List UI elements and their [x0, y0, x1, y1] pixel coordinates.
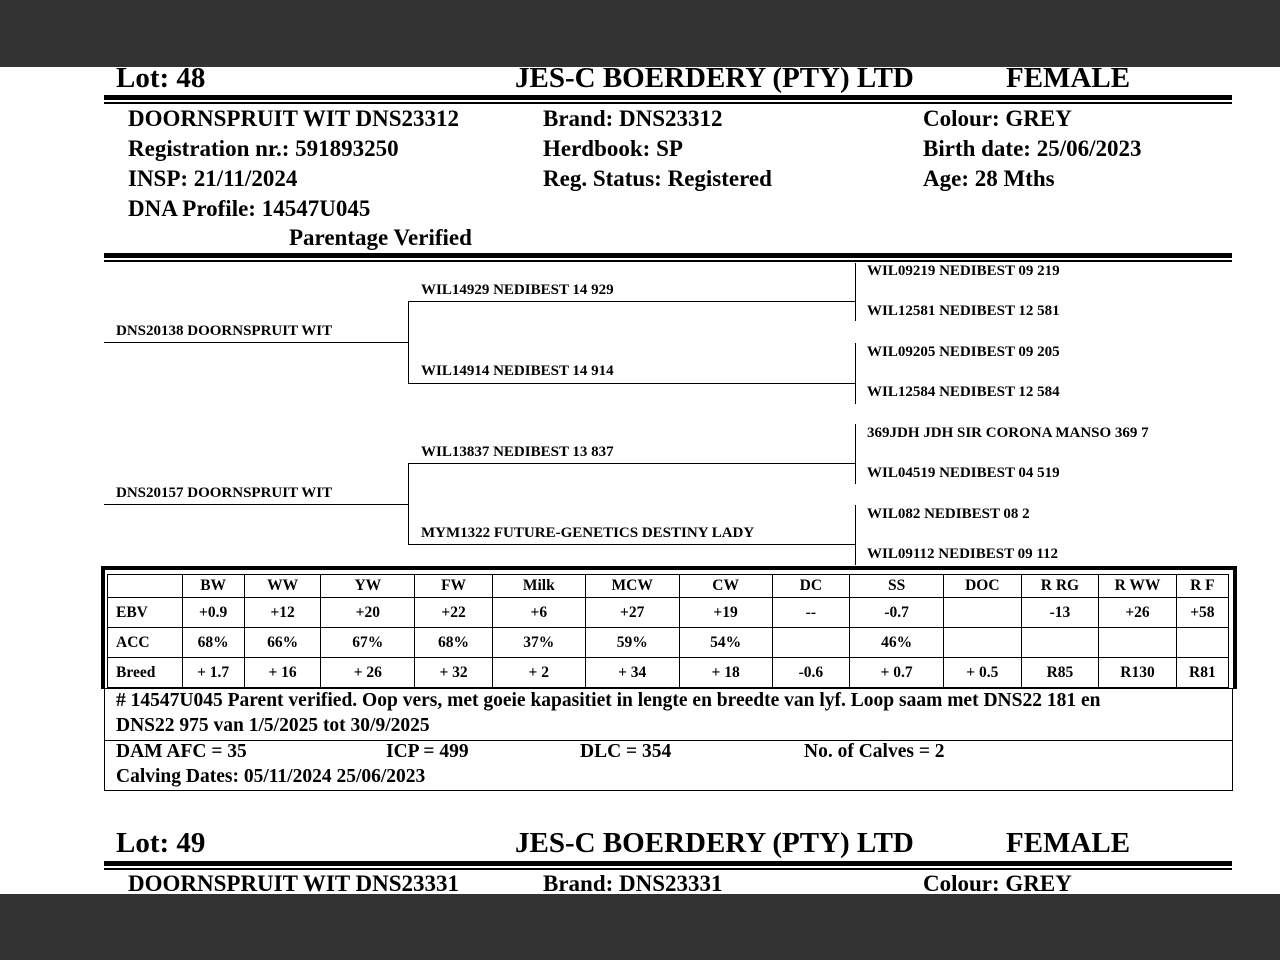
ds-bracket — [855, 424, 856, 484]
ebv-cell: 46% — [850, 628, 944, 658]
dam-dam-line — [408, 544, 855, 545]
sire-bracket — [408, 301, 409, 383]
calving-dates: Calving Dates: 05/11/2024 25/06/2023 — [116, 766, 426, 787]
ebv-cell: +27 — [585, 598, 679, 628]
ebv-cell: +19 — [679, 598, 772, 628]
ebv-cell — [1021, 628, 1099, 658]
sd-bracket — [855, 343, 856, 404]
no-of-calves: No. of Calves = 2 — [804, 741, 945, 762]
ebv-header-cell: SS — [850, 575, 944, 598]
ebv-cell: + 16 — [244, 658, 321, 688]
colour: Colour: GREY — [923, 106, 1072, 131]
pedigree-dam: DNS20157 DOORNSPRUIT WIT — [116, 485, 333, 501]
pedigree-ggp: WIL09219 NEDIBEST 09 219 — [867, 263, 1060, 279]
ebv-cell: R81 — [1176, 658, 1228, 688]
ebv-table — [107, 574, 1229, 688]
registration-number: Registration nr.: 591893250 — [128, 136, 399, 161]
seller-name: JES-C BOERDERY (PTY) LTD — [515, 67, 914, 94]
viewer-bottom-bar — [0, 894, 1280, 960]
ebv-cell — [1176, 628, 1228, 658]
ebv-cell: +22 — [415, 598, 493, 628]
ebv-cell: 59% — [585, 628, 679, 658]
herdbook: Herdbook: SP — [543, 136, 683, 161]
ebv-cell: +26 — [1099, 598, 1177, 628]
ebv-header-cell: FW — [415, 575, 493, 598]
colour: Colour: GREY — [923, 871, 1072, 894]
pedigree-dam-sire: WIL13837 NEDIBEST 13 837 — [421, 444, 614, 460]
notes-line-1: # 14547U045 Parent verified. Oop vers, met goeie kapasitiet in lengte en breedte van lyf. Loop saam met DNS22 181 en — [116, 690, 1101, 711]
ebv-cell: + 1.7 — [182, 658, 244, 688]
age: Age: 28 Mths — [923, 166, 1055, 191]
ebv-cell: 54% — [679, 628, 772, 658]
ebv-cell: -0.6 — [772, 658, 850, 688]
brand: Brand: DNS23331 — [543, 871, 723, 894]
details-rule-thick — [104, 253, 1232, 258]
ebv-row-label: EBV — [108, 598, 183, 628]
ebv-cell: +12 — [244, 598, 321, 628]
dlc: DLC = 354 — [580, 741, 672, 762]
acc-row — [108, 628, 1229, 658]
ebv-cell: R85 — [1021, 658, 1099, 688]
pedigree-ggp: WIL09112 NEDIBEST 09 112 — [867, 546, 1059, 562]
breed-row — [108, 658, 1229, 688]
ss-bracket — [855, 263, 856, 321]
ebv-row — [108, 598, 1229, 628]
ebv-header-row — [108, 575, 1229, 598]
pedigree-sire-dam: WIL14914 NEDIBEST 14 914 — [421, 363, 614, 379]
ebv-cell: 67% — [321, 628, 415, 658]
ebv-cell — [1099, 628, 1177, 658]
ebv-cell — [944, 628, 1022, 658]
ebv-cell: + 32 — [415, 658, 493, 688]
ebv-cell — [944, 598, 1022, 628]
header-rule-thin — [104, 102, 1232, 104]
birth-date: Birth date: 25/06/2023 — [923, 136, 1142, 161]
pedigree-ggp: WIL12584 NEDIBEST 12 584 — [867, 384, 1060, 400]
ebv-header-cell: DC — [772, 575, 850, 598]
ebv-cell: 68% — [415, 628, 493, 658]
reg-status: Reg. Status: Registered — [543, 166, 772, 191]
notes-box — [104, 688, 1233, 791]
ebv-cell: +58 — [1176, 598, 1228, 628]
ebv-cell: +20 — [321, 598, 415, 628]
ebv-cell: +0.9 — [182, 598, 244, 628]
sire-sire-line — [408, 301, 855, 302]
lot-number: Lot: 49 — [116, 827, 206, 859]
details-rule-thin — [104, 260, 1232, 262]
header-rule-thick — [104, 95, 1232, 100]
ebv-cell — [772, 628, 850, 658]
notes-line-2: DNS22 975 van 1/5/2025 tot 30/9/2025 — [116, 715, 430, 736]
brand: Brand: DNS23312 — [543, 106, 723, 131]
sex-label: FEMALE — [1006, 67, 1131, 94]
pedigree-ggp: WIL082 NEDIBEST 08 2 — [867, 506, 1030, 522]
pedigree-sire: DNS20138 DOORNSPRUIT WIT — [116, 323, 333, 339]
ebv-cell: -0.7 — [850, 598, 944, 628]
ebv-cell: +6 — [492, 598, 585, 628]
ebv-header-cell: CW — [679, 575, 772, 598]
pedigree-ggp: 369JDH JDH SIR CORONA MANSO 369 7 — [867, 425, 1149, 441]
ebv-header-cell: YW — [321, 575, 415, 598]
insp-date: INSP: 21/11/2024 — [128, 166, 298, 191]
animal-name: DOORNSPRUIT WIT DNS23331 — [128, 871, 460, 894]
ebv-cell: -- — [772, 598, 850, 628]
animal-name: DOORNSPRUIT WIT DNS23312 — [128, 106, 460, 131]
parentage-status: Parentage Verified — [289, 225, 472, 250]
viewer-top-bar — [0, 0, 1280, 67]
pedigree-ggp: WIL09205 NEDIBEST 09 205 — [867, 344, 1060, 360]
ebv-header-cell: MCW — [585, 575, 679, 598]
ebv-header-cell: DOC — [944, 575, 1022, 598]
dam-afc: DAM AFC = 35 — [116, 741, 247, 762]
dna-profile: DNA Profile: 14547U045 — [128, 196, 371, 221]
ebv-header-cell: R RG — [1021, 575, 1099, 598]
header-rule-thick — [104, 861, 1232, 866]
dam-bracket — [408, 463, 409, 545]
pedigree-sire-sire: WIL14929 NEDIBEST 14 929 — [421, 282, 614, 298]
icp: ICP = 499 — [386, 741, 469, 762]
ebv-header-cell: R F — [1176, 575, 1228, 598]
ebv-cell: R130 — [1099, 658, 1177, 688]
ebv-cell: + 0.7 — [850, 658, 944, 688]
ebv-header-cell — [108, 575, 183, 598]
ebv-cell: 37% — [492, 628, 585, 658]
ebv-cell: -13 — [1021, 598, 1099, 628]
sire-line — [104, 342, 409, 343]
sire-dam-line — [408, 383, 855, 384]
ebv-cell: + 18 — [679, 658, 772, 688]
pedigree-ggp: WIL12581 NEDIBEST 12 581 — [867, 303, 1060, 319]
ebv-cell: 68% — [182, 628, 244, 658]
catalogue-page — [0, 67, 1280, 894]
ebv-header-cell: Milk — [492, 575, 585, 598]
lot-number: Lot: 48 — [116, 67, 206, 94]
ebv-row-label: Breed — [108, 658, 183, 688]
ebv-cell: + 26 — [321, 658, 415, 688]
ebv-header-cell: R WW — [1099, 575, 1177, 598]
ebv-cell: + 0.5 — [944, 658, 1022, 688]
ebv-row-label: ACC — [108, 628, 183, 658]
dam-sire-line — [408, 463, 855, 464]
ebv-cell: 66% — [244, 628, 321, 658]
dd-bracket — [855, 505, 856, 565]
ebv-header-cell: WW — [244, 575, 321, 598]
seller-name: JES-C BOERDERY (PTY) LTD — [515, 827, 914, 859]
ebv-cell: + 34 — [585, 658, 679, 688]
ebv-cell: + 2 — [492, 658, 585, 688]
dam-line — [104, 504, 409, 505]
header-rule-thin — [104, 868, 1232, 870]
sex-label: FEMALE — [1006, 827, 1131, 859]
ebv-header-cell: BW — [182, 575, 244, 598]
pedigree-dam-dam: MYM1322 FUTURE-GENETICS DESTINY LADY — [421, 525, 755, 541]
pedigree-ggp: WIL04519 NEDIBEST 04 519 — [867, 465, 1060, 481]
